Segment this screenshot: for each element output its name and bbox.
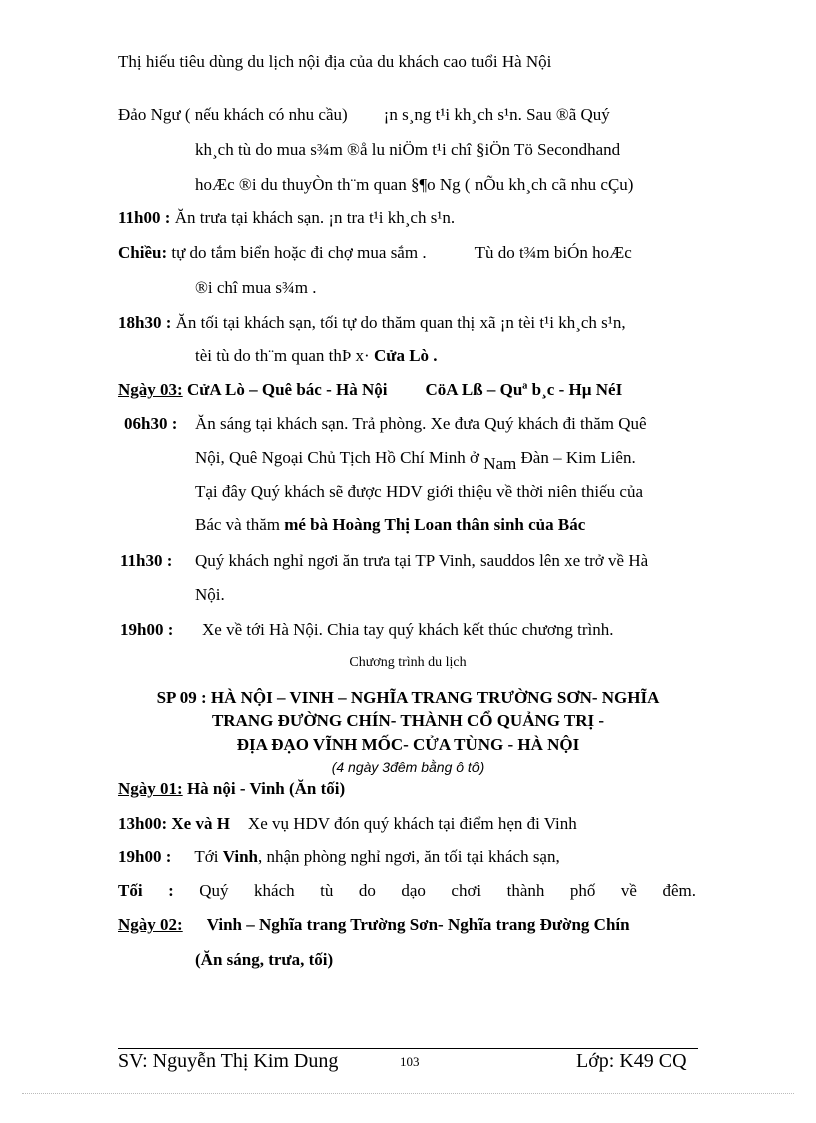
day3-heading bbox=[118, 380, 622, 400]
time-label-19h00: 19h00 : bbox=[120, 620, 174, 639]
row-text: Tới bbox=[194, 847, 219, 866]
time-label: Tối : bbox=[118, 881, 174, 900]
day-title-alt: CöA Lß – Quª b¸c - Hµ NéI bbox=[425, 380, 623, 399]
row-text: Tù do t¾m biÓn hoÆc bbox=[474, 243, 632, 262]
day-label: Ngày 02: bbox=[118, 915, 183, 934]
line-cua-lo bbox=[195, 346, 438, 366]
time-label-11h30: 11h30 : bbox=[120, 551, 173, 570]
line-cruise: hoÆc ®i du thuyÒn th¨m quan §¶o Ng ( nÕu kh¸ch cã nhu cÇu) bbox=[195, 175, 634, 194]
time-label: 19h00 : bbox=[118, 847, 172, 866]
row-text: Ăn tối tại khách sạn, tối tự do thăm quan thị xã ¡n tèi t¹i kh¸ch s¹n, bbox=[175, 313, 626, 332]
row-text: tự do tắm biển hoặc đi chợ mua sắm . bbox=[171, 243, 427, 262]
row-text: Bác và thăm bbox=[195, 515, 280, 534]
row-text: Đàn – Kim Liên. bbox=[520, 448, 636, 467]
itinerary-row-chieu bbox=[118, 243, 632, 263]
day3-line-4 bbox=[195, 515, 585, 535]
time-label: 11h00 : bbox=[118, 208, 171, 227]
time-label-06h30: 06h30 : bbox=[124, 414, 178, 433]
place-name: Cửa Lò . bbox=[373, 346, 438, 365]
row-text: Nội, Quê Ngoại Chủ Tịch Hồ Chí Minh ở bbox=[195, 448, 479, 467]
footer-class: Lớp: K49 CQ bbox=[576, 1050, 687, 1072]
itinerary-row-19h00 bbox=[118, 847, 560, 867]
program-title-line-1: SP 09 : HÀ NỘI – VINH – NGHĨA TRANG TRƯỜNG SƠN- NGHĨA bbox=[156, 688, 660, 707]
program-title-line-3: ĐỊA ĐẠO VĨNH MỐC- CỬA TÙNG - HÀ NỘI bbox=[236, 735, 580, 754]
day-title: Hà nội - Vinh (Ăn tối) bbox=[186, 779, 346, 798]
place-name: Vinh bbox=[222, 847, 259, 866]
day3-line-1: Ăn sáng tại khách sạn. Trả phòng. Xe đưa Quý khách đi thăm Quê bbox=[195, 414, 647, 433]
day3-line-6: Nội. bbox=[195, 585, 225, 604]
line-market: ®i chî mua s¾m . bbox=[195, 278, 317, 297]
itinerary-row-13h00 bbox=[118, 814, 577, 834]
text-segment: Đảo Ngư ( nếu khách có nhu cầu) bbox=[118, 105, 348, 124]
day-title: Vinh – Nghĩa trang Trường Sơn- Nghĩa trang Đường Chín bbox=[206, 915, 630, 934]
day2-meals: (Ăn sáng, trưa, tối) bbox=[195, 950, 334, 969]
day3-line-5: Quý khách nghỉ ngơi ăn trưa tại TP Vinh, sauddos lên xe trở về Hà bbox=[195, 551, 649, 570]
row-text: Nam bbox=[483, 454, 517, 473]
row-text: , nhận phòng nghỉ ngơi, ăn tối tại khách sạn, bbox=[258, 847, 560, 866]
day2-heading bbox=[118, 915, 630, 935]
itinerary-row-toi bbox=[118, 881, 696, 901]
page-number: 103 bbox=[400, 1054, 420, 1069]
row-text: Xe vụ HDV đón quý khách tại điểm hẹn đi Vinh bbox=[247, 814, 577, 833]
row-text: tèi tù do th¨m quan thÞ x· bbox=[195, 346, 370, 365]
running-header: Thị hiếu tiêu dùng du lịch nội địa của du khách cao tuổi Hà Nội bbox=[118, 52, 552, 71]
day1-heading bbox=[118, 779, 345, 799]
time-label: 13h00: Xe và H bbox=[118, 814, 230, 833]
program-caption: Chương trình du lịch bbox=[349, 655, 467, 670]
row-text-bold: mé bà Hoàng Thị Loan thân sinh của Bác bbox=[284, 515, 586, 534]
program-subtitle: (4 ngày 3đêm bằng ô tô) bbox=[331, 759, 485, 775]
row-text: Quý khách tù do dạo chơi thành phố về đêm. bbox=[199, 881, 697, 900]
day3-line-3: Tại đây Quý khách sẽ được HDV giới thiệu về thời niên thiếu của bbox=[195, 482, 644, 501]
text-segment: ¡n s¸ng t¹i kh¸ch s¹n. Sau ®ã Quý bbox=[383, 105, 610, 124]
itinerary-row-11h00 bbox=[118, 208, 455, 228]
day-label: Ngày 03: bbox=[118, 380, 183, 399]
time-label: 18h30 : bbox=[118, 313, 172, 332]
footer-student: SV: Nguyễn Thị Kim Dung bbox=[118, 1050, 339, 1072]
day3-line-7: Xe về tới Hà Nội. Chia tay quý khách kết thúc chương trình. bbox=[202, 620, 614, 639]
program-title-line-2: TRANG ĐƯỜNG CHÍN- THÀNH CỔ QUẢNG TRỊ - bbox=[211, 711, 605, 730]
line-free-shopping: kh¸ch tù do mua s¾m ®å lu niÖm t¹i chî §iÖn Tö Secondhand bbox=[195, 140, 621, 159]
day-title: CửA Lò – Quê bác - Hà Nội bbox=[186, 380, 388, 399]
itinerary-row-18h30 bbox=[118, 313, 626, 333]
line-dao-ngu bbox=[118, 105, 610, 125]
day3-line-2 bbox=[195, 448, 636, 473]
day-label: Ngày 01: bbox=[118, 779, 183, 798]
page-boundary bbox=[22, 1093, 794, 1094]
time-label: Chiều: bbox=[118, 243, 168, 262]
row-text: Ăn trưa tại khách sạn. ¡n tra t¹i kh¸ch s¹n. bbox=[170, 208, 456, 227]
